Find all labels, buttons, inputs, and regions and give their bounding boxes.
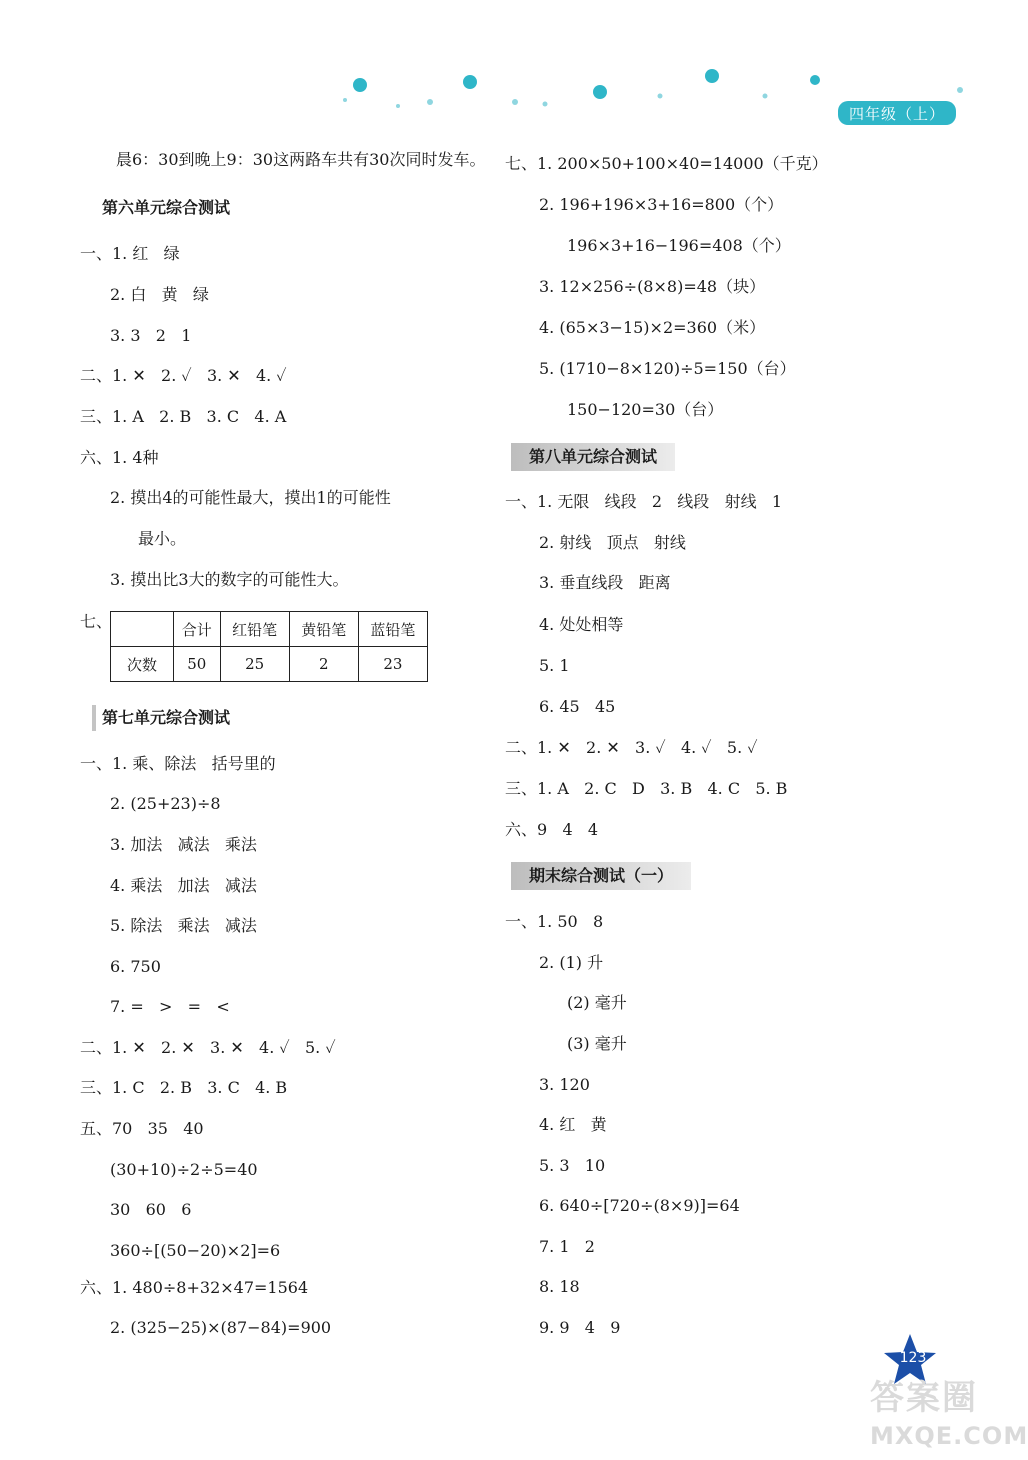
answer-line: 3. 120 — [539, 1075, 590, 1094]
table-cell: 50 — [174, 647, 221, 682]
answer-line: 5. 3 10 — [539, 1156, 606, 1175]
watermark-logo — [870, 1370, 1028, 1460]
answer-line: 一、1. 红 绿 — [80, 244, 180, 263]
answer-line: (3) 毫升 — [567, 1034, 627, 1053]
answer-line: 5. 1 — [539, 656, 570, 675]
table-cell: 次数 — [111, 647, 174, 682]
tally-table — [110, 611, 428, 682]
answer-line: 6. 45 45 — [539, 697, 616, 716]
answer-line: 三、1. A 2. C D 3. B 4. C 5. B — [505, 779, 788, 798]
watermark-url: MXQE.COM — [870, 1422, 1028, 1450]
answer-line: 150−120=30（台） — [567, 400, 724, 419]
answer-line: 9. 9 4 9 — [539, 1318, 621, 1337]
answer-line: 2. (25+23)÷8 — [110, 794, 221, 813]
table-header-row — [111, 612, 428, 647]
section-title-final1: 期末综合测试（一） — [511, 862, 691, 890]
answer-line: 4. (65×3−15)×2=360（米） — [539, 318, 766, 337]
answer-line: 2. 射线 顶点 射线 — [539, 533, 686, 552]
answer-line: 六、9 4 4 — [505, 820, 599, 839]
answer-line: 6. 750 — [110, 957, 161, 976]
answer-line: 8. 18 — [539, 1277, 580, 1296]
answer-line: 七、1. 200×50+100×40=14000（千克） — [505, 154, 828, 173]
section-title-unit7: 第七单元综合测试 — [102, 708, 231, 727]
answer-line: 7. = > = < — [110, 997, 230, 1016]
answer-line: 一、1. 无限 线段 2 线段 射线 1 — [505, 492, 783, 511]
intro-text: 晨6：30到晚上9：30这两路车共有30次同时发车。 — [116, 150, 486, 169]
answer-line: 2. 白 黄 绿 — [110, 285, 209, 304]
answer-line: 2. 196+196×3+16=800（个） — [539, 195, 784, 214]
answer-line: 5. (1710−8×120)÷5=150（台） — [539, 359, 796, 378]
answer-line: 一、1. 乘、除法 括号里的 — [80, 754, 276, 773]
answer-line: 6. 640÷[720÷(8×9)]=64 — [539, 1196, 740, 1215]
answer-line: 二、1. ✕ 2. ✓ 3. ✕ 4. ✓ — [80, 366, 287, 385]
answer-line: 2. 摸出4的可能性最大，摸出1的可能性 — [110, 488, 391, 507]
answer-line: 三、1. A 2. B 3. C 4. A — [80, 407, 287, 426]
answer-line: 二、1. ✕ 2. ✕ 3. ✕ 4. ✓ 5. ✓ — [80, 1038, 336, 1057]
page-number: 123 — [899, 1350, 927, 1366]
answer-line: 3. 3 2 1 — [110, 326, 192, 345]
grade-badge: 四年级（上） — [838, 101, 956, 125]
answer-line: 六、1. 4种 — [80, 448, 159, 467]
section-title-unit6: 第六单元综合测试 — [102, 198, 231, 217]
table-row — [111, 647, 428, 682]
answer-line: 4. 乘法 加法 减法 — [110, 876, 257, 895]
section-title-unit8: 第八单元综合测试 — [511, 443, 675, 471]
answer-line: 7. 1 2 — [539, 1237, 595, 1256]
answer-line: 196×3+16−196=408（个） — [567, 236, 791, 255]
section-marker — [92, 705, 96, 731]
table-cell: 23 — [358, 647, 427, 682]
table-header-cell: 黄铅笔 — [289, 612, 358, 647]
table-cell: 2 — [289, 647, 358, 682]
table-cell: 25 — [220, 647, 289, 682]
table-header-cell: 合计 — [174, 612, 221, 647]
answer-line: 2. (1) 升 — [539, 953, 604, 972]
answer-line: 五、70 35 40 — [80, 1119, 204, 1138]
answer-line: 3. 12×256÷(8×8)=48（块） — [539, 277, 766, 296]
answer-line: 5. 除法 乘法 减法 — [110, 916, 257, 935]
question-label: 七、 — [80, 612, 113, 631]
answer-line: (2) 毫升 — [567, 993, 627, 1012]
answer-line: 最小。 — [138, 529, 187, 548]
answer-line: 2. (325−25)×(87−84)=900 — [110, 1318, 332, 1337]
table-header-cell: 红铅笔 — [220, 612, 289, 647]
answer-line: 二、1. ✕ 2. ✕ 3. ✓ 4. ✓ 5. ✓ — [505, 738, 758, 757]
answer-line: 30 60 6 — [110, 1200, 192, 1219]
watermark-text: 答案圈 — [870, 1378, 978, 1418]
answer-line: 一、1. 50 8 — [505, 912, 604, 931]
answer-line: 4. 红 黄 — [539, 1115, 607, 1134]
answer-line: 4. 处处相等 — [539, 615, 624, 634]
answer-line: (30+10)÷2÷5=40 — [110, 1160, 258, 1179]
answer-line: 六、1. 480÷8+32×47=1564 — [80, 1278, 309, 1297]
answer-line: 360÷[(50−20)×2]=6 — [110, 1241, 281, 1260]
flower-icon — [353, 69, 820, 99]
table-header-cell — [111, 612, 174, 647]
table-header-cell: 蓝铅笔 — [358, 612, 427, 647]
answer-line: 三、1. C 2. B 3. C 4. B — [80, 1078, 288, 1097]
answer-line: 3. 加法 减法 乘法 — [110, 835, 257, 854]
answer-line: 3. 摸出比3大的数字的可能性大。 — [110, 570, 349, 589]
answer-line: 3. 垂直线段 距离 — [539, 573, 671, 592]
